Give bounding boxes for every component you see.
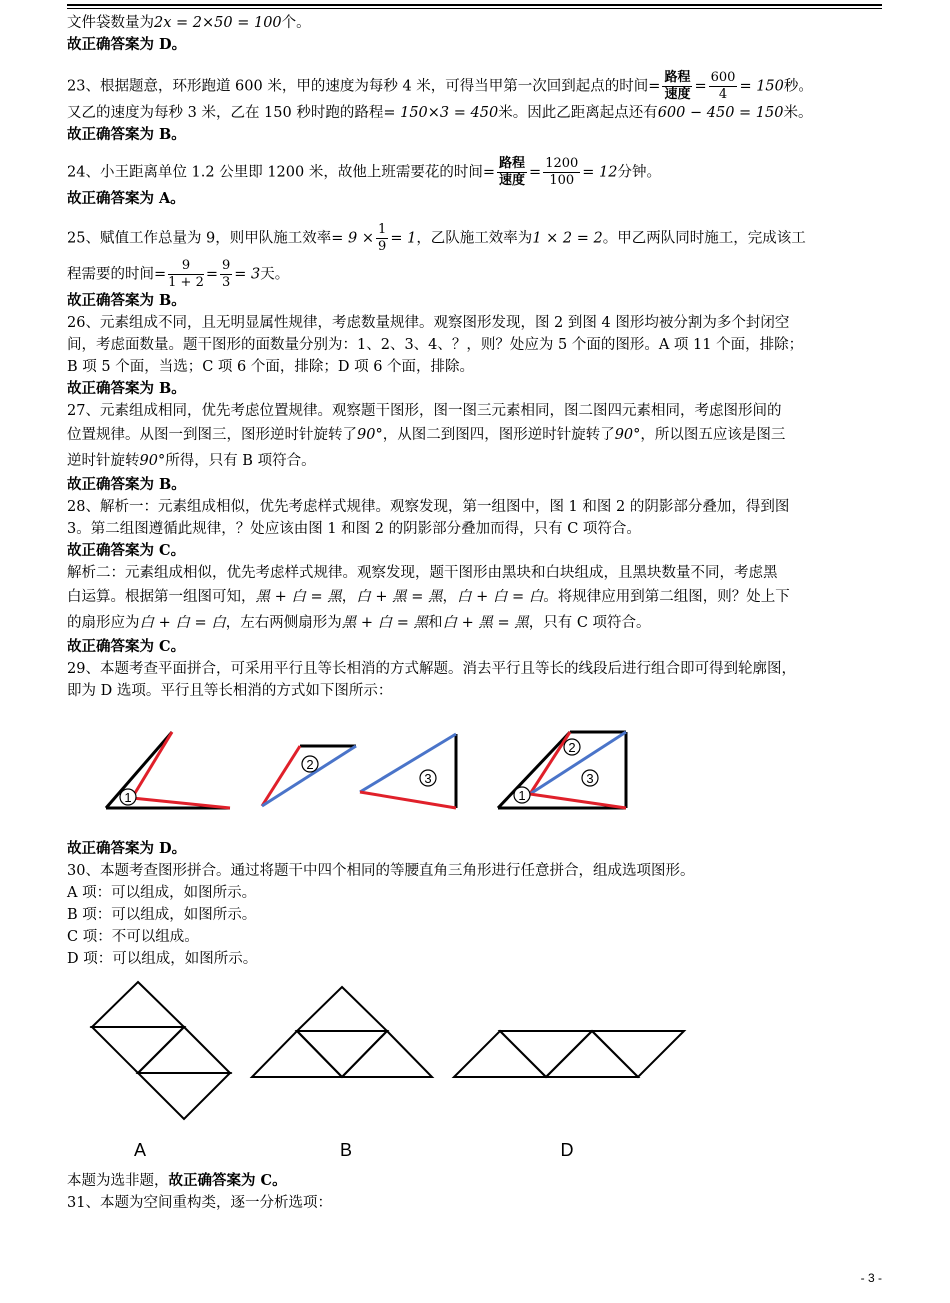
header-rule-thick <box>67 4 882 6</box>
q29-piece-3 <box>360 734 456 808</box>
q29-label-6: 1 <box>518 788 526 803</box>
q29-figure <box>90 720 650 820</box>
q27-line1: 27、元素组成相同，优先考虑位置规律。观察题干图形，图一图三元素相同，图二图四元素相同，考虑图形间的 <box>67 403 782 419</box>
q30-option-a: A 项：可以组成，如图所示。 <box>67 885 257 901</box>
q29-label-3: 3 <box>424 771 432 786</box>
q30-figure-b <box>252 987 432 1077</box>
q29-label-2: 2 <box>306 757 314 772</box>
q30-label-b: B <box>339 1140 353 1160</box>
answer-28b: 故正确答案为 C。 <box>67 638 186 655</box>
q26-line2: 间，考虑面数量。题干图形的面数量分别为：1、2、3、4、？，则？处应为 5 个面的图形。A 项 11 个面，排除； <box>67 337 804 353</box>
q30-line1: 30、本题考查图形拼合。通过将题干中四个相同的等腰直角三角形进行任意拼合，组成选项图形。 <box>67 863 695 879</box>
q23-line2: 又乙的速度为每秒 3 米，乙在 150 秒时跑的路程= 150×3 = 450米。因此乙距离起点还有600 − 450 = 150米。 <box>67 105 813 121</box>
answer-28: 故正确答案为 C。 <box>67 542 186 559</box>
answer-24: 故正确答案为 A。 <box>67 190 185 207</box>
q26-line1: 26、元素组成不同，且无明显属性规律，考虑数量规律。观察图形发现，图 2 到图 4 图形均被分割为多个封闭空 <box>67 315 790 331</box>
q28-line1: 28、解析一：元素组成相似，优先考虑样式规律。观察发现，第一组图中，图 1 和图 2 的阴影部分叠加，得到图 <box>67 499 790 515</box>
q31-line: 31、本题为空间重构类，逐一分析选项： <box>67 1195 332 1211</box>
header-rule-thin <box>67 8 882 9</box>
line-bag-count: 文件袋数量为2x = 2×50 = 100个。 <box>67 15 311 31</box>
q26-line3: B 项 5 个面，当选；C 项 6 个面，排除；D 项 6 个面，排除。 <box>67 359 475 375</box>
answer-25: 故正确答案为 B。 <box>67 292 186 309</box>
q29-label-5: 3 <box>586 771 594 786</box>
answer-30: 本题为选非题，故正确答案为 C。 <box>67 1172 287 1189</box>
q29-combined <box>498 732 626 808</box>
q29-label-4: 2 <box>568 740 576 755</box>
q23-line1: 23、根据题意，环形跑道 600 米，甲的速度为每秒 4 米，可得当甲第一次回到起点的时间= $\frac{\text{路程}}{\text{速度}}$ = $\frac{600}{4}$ = 150秒。 <box>67 70 813 102</box>
q27-line3: 逆时针旋转90°所得，只有 B 项符合。 <box>67 453 316 469</box>
answer-29: 故正确答案为 D。 <box>67 840 187 857</box>
q30-figure <box>80 975 700 1165</box>
q30-option-d: D 项：可以组成，如图所示。 <box>67 951 258 967</box>
q30-label-a: A <box>133 1140 147 1160</box>
q25-line2: 程需要的时间= $\frac{9}{1 + 2}$ = $\frac{9}{3}$ = 3天。 <box>67 258 290 290</box>
q29-line2: 即为 D 选项。平行且等长相消的方式如下图所示： <box>67 683 393 699</box>
q30-option-b: B 项：可以组成，如图所示。 <box>67 907 257 923</box>
answer-26: 故正确答案为 B。 <box>67 380 186 397</box>
q28-line5: 的扇形应为白 + 白 = 白，左右两侧扇形为黑 + 白 = 黑和白 + 黑 = 黑，只有 C 项符合。 <box>67 615 651 631</box>
answer-27: 故正确答案为 B。 <box>67 476 186 493</box>
q28-line3: 解析二：元素组成相似，优先考虑样式规律。观察发现，题干图形由黑块和白块组成，且黑块数量不同，考虑黑 <box>67 565 778 581</box>
q29-piece-2 <box>262 746 356 806</box>
q28-line2: 3。第二组图遵循此规律，？处应该由图 1 和图 2 的阴影部分叠加而得，只有 C 项符合。 <box>67 521 641 537</box>
q30-option-c: C 项：不可以组成。 <box>67 929 199 945</box>
q29-piece-1 <box>106 732 230 808</box>
answer-22: 故正确答案为 D。 <box>67 36 187 53</box>
q30-label-d: D <box>560 1140 574 1160</box>
q24-line: 24、小王距离单位 1.2 公里即 1200 米，故他上班需要花的时间= $\frac{\text{路程}}{\text{速度}}$ = $\frac{1200}{100}$ = 12分钟。 <box>67 156 661 188</box>
answer-23: 故正确答案为 B。 <box>67 126 186 143</box>
q27-line2: 位置规律。从图一到图三，图形逆时针旋转了90°，从图二到图四，图形逆时针旋转了90°，所以图五应该是图三 <box>67 427 786 443</box>
q28-line4: 白运算。根据第一组图可知，黑 + 白 = 黑，白 + 黑 = 黑，白 + 白 = 白。将规律应用到第二组图，则？处上下 <box>67 589 790 605</box>
q30-figure-d <box>454 1031 684 1077</box>
q30-figure-a <box>92 982 230 1119</box>
q29-label-1: 1 <box>124 790 132 805</box>
q25-line1: 25、赋值工作总量为 9，则甲队施工效率= 9 × $\frac{1}{9}$ = 1，乙队施工效率为1 × 2 = 2。甲乙两队同时施工，完成该工 <box>67 222 806 254</box>
page-number: - 3 - <box>860 1271 882 1285</box>
q29-line1: 29、本题考查平面拼合，可采用平行且等长相消的方式解题。消去平行且等长的线段后进行组合即可得到轮廓图， <box>67 661 796 677</box>
